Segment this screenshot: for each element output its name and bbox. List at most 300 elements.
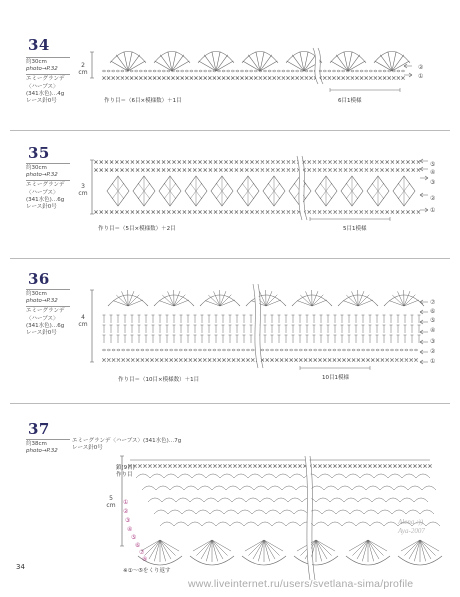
chain-stitch [112, 70, 115, 72]
chain-stitch [405, 349, 408, 351]
double-crochet [222, 335, 225, 343]
shell-stitch [220, 295, 231, 306]
row-arrow [404, 64, 412, 68]
double-crochet [187, 325, 190, 333]
double-crochet [215, 335, 218, 343]
mesh-loop [366, 486, 380, 490]
chain-stitch [232, 349, 235, 351]
double-crochet [250, 335, 253, 343]
double-crochet [376, 335, 379, 343]
chain-stitch [273, 70, 276, 72]
double-crochet [180, 315, 183, 323]
double-crochet [173, 325, 176, 333]
double-crochet [103, 325, 106, 333]
mesh-loop [286, 522, 300, 526]
mesh-loop [370, 522, 384, 526]
mesh-loop [182, 510, 196, 514]
double-crochet [341, 335, 344, 343]
chain-stitch [309, 349, 312, 351]
single-crochet-row [94, 168, 420, 171]
double-crochet [404, 335, 407, 343]
double-crochet [306, 315, 309, 323]
double-crochet [124, 325, 127, 333]
mesh-loop [246, 498, 260, 502]
chain-stitch [356, 70, 359, 72]
double-crochet [215, 315, 218, 323]
double-crochet [124, 315, 127, 323]
row-marker: ② [123, 508, 129, 515]
row-marker: ⑤ [430, 317, 436, 324]
double-crochet [348, 325, 351, 333]
fan-stitch [287, 61, 304, 71]
double-crochet [376, 315, 379, 323]
diamond-motif [372, 176, 384, 206]
chain-stitch [103, 70, 106, 72]
double-crochet [187, 315, 190, 323]
double-crochet [411, 315, 414, 323]
mesh-loop [358, 498, 372, 502]
double-crochet [292, 325, 295, 333]
mesh-loop [184, 486, 198, 490]
double-crochet [194, 315, 197, 323]
double-crochet [208, 335, 211, 343]
row-arrow [420, 193, 428, 197]
shell-stitch [392, 295, 404, 306]
mesh-loop [422, 486, 436, 490]
chain-stitch [251, 349, 254, 351]
double-crochet [145, 335, 148, 343]
fan-stitch [111, 61, 128, 71]
row-marker: ① [430, 358, 436, 365]
mesh-loop [352, 486, 366, 490]
chain-stitch [131, 349, 134, 351]
mesh-loop [188, 522, 202, 526]
chain-stitch [365, 70, 368, 72]
mesh-loop [142, 486, 156, 490]
double-crochet [313, 315, 316, 323]
double-crochet [194, 335, 197, 343]
chain-stitch [122, 349, 125, 351]
mesh-loop [372, 498, 386, 502]
double-crochet [215, 325, 218, 333]
double-crochet [152, 325, 155, 333]
double-crochet [369, 315, 372, 323]
double-crochet [117, 315, 120, 323]
chain-stitch [223, 349, 226, 351]
mesh-loop [374, 474, 388, 478]
mesh-loop [414, 498, 428, 502]
mesh-loop [156, 486, 170, 490]
chain-stitch [250, 70, 253, 72]
mesh-loop [324, 486, 338, 490]
mesh-loop [332, 474, 346, 478]
diamond-motif [268, 176, 280, 206]
mesh-loop [416, 474, 430, 478]
double-crochet [145, 325, 148, 333]
mesh-loop [288, 498, 302, 502]
diamond-motif [216, 176, 228, 206]
picot-arc [374, 52, 410, 64]
chain-stitch [135, 70, 138, 72]
row-marker: ④ [127, 526, 133, 533]
chain-stitch [116, 70, 119, 72]
double-crochet [313, 335, 316, 343]
single-crochet-row [102, 76, 404, 79]
chain-stitch [397, 70, 400, 72]
chain-stitch [415, 349, 418, 351]
double-crochet [264, 325, 267, 333]
mesh-loop [210, 510, 224, 514]
chain-stitch [136, 349, 139, 351]
row-marker: ⑥ [135, 542, 141, 549]
mesh-loop [336, 510, 350, 514]
chain-stitch [107, 349, 110, 351]
mesh-loop [244, 522, 258, 526]
chain-stitch [381, 349, 384, 351]
chain-stitch [190, 70, 193, 72]
row-marker: ⑤ [430, 161, 436, 168]
picot-arc [198, 52, 234, 64]
fan-stitch [172, 61, 189, 71]
double-crochet [397, 335, 400, 343]
row-marker: ① [123, 499, 129, 506]
chain-stitch [162, 70, 165, 72]
double-crochet [229, 315, 232, 323]
double-crochet [243, 315, 246, 323]
chain-stitch [362, 349, 365, 351]
shell-stitch [312, 295, 323, 306]
double-crochet [411, 335, 414, 343]
pattern-meta: 約30cm photo→P.32 エミーグランデ 〈ハーブス〉 (341水色)…6g レース針0号 [26, 288, 96, 337]
shell-stitch [300, 295, 312, 306]
chain-stitch [357, 349, 360, 351]
chain-stitch [383, 70, 386, 72]
mesh-loop [262, 474, 276, 478]
shell-stitch [162, 295, 174, 306]
double-crochet [145, 315, 148, 323]
double-crochet [166, 335, 169, 343]
chain-stitch [299, 349, 302, 351]
mesh-loop [402, 474, 416, 478]
shell-stitch [346, 295, 358, 306]
double-crochet [285, 325, 288, 333]
mesh-loop [206, 474, 220, 478]
chain-stitch [155, 349, 158, 351]
mesh-loop [360, 474, 374, 478]
double-crochet [166, 325, 169, 333]
double-crochet [397, 315, 400, 323]
materials-note: エミーグランデ〈ハーブス〉(341水色)…7g レース針0号 [72, 438, 182, 452]
chain-stitch [268, 70, 271, 72]
double-crochet [320, 325, 323, 333]
single-crochet-row [128, 464, 431, 467]
chain-stitch [291, 70, 294, 72]
mesh-loop [176, 498, 190, 502]
double-crochet [390, 315, 393, 323]
double-crochet [117, 335, 120, 343]
chain-stitch [290, 349, 293, 351]
row-marker: ⑤ [131, 534, 137, 541]
fan-stitch [128, 61, 145, 71]
double-crochet [110, 315, 113, 323]
row-arrow [420, 167, 428, 171]
double-crochet [103, 335, 106, 343]
double-crochet [131, 325, 134, 333]
row-marker: ② [418, 64, 424, 71]
double-crochet [152, 315, 155, 323]
double-crochet [110, 325, 113, 333]
chain-stitch [369, 70, 372, 72]
chain-stitch [402, 70, 405, 72]
mesh-loop [380, 486, 394, 490]
mesh-loop [350, 510, 364, 514]
row-arrow [420, 330, 428, 334]
chain-stitch [352, 349, 355, 351]
double-crochet [166, 315, 169, 323]
chain-stitch [160, 349, 163, 351]
mesh-loop [280, 510, 294, 514]
fan-stitch [375, 61, 392, 71]
mesh-loop [238, 510, 252, 514]
chain-stitch [391, 349, 394, 351]
chain-stitch [314, 349, 317, 351]
double-crochet [327, 315, 330, 323]
row-arrow [420, 360, 428, 364]
double-crochet [131, 315, 134, 323]
mesh-loop [266, 510, 280, 514]
picot-arc [110, 52, 146, 64]
diamond-motif [320, 176, 332, 206]
double-crochet [320, 335, 323, 343]
mesh-loop [260, 498, 274, 502]
mesh-loop [198, 486, 212, 490]
chain-stitch [170, 349, 173, 351]
double-crochet [103, 315, 106, 323]
mesh-loop [274, 498, 288, 502]
chain-stitch [328, 349, 331, 351]
chain-stitch [296, 70, 299, 72]
diamond-motif [242, 176, 254, 206]
shell-stitch [266, 295, 277, 306]
chain-stitch [176, 70, 179, 72]
chain-stitch [343, 349, 346, 351]
mesh-loop [162, 498, 176, 502]
chain-stitch [386, 349, 389, 351]
mesh-loop [192, 474, 206, 478]
dimension-line [120, 456, 124, 546]
chain-stitch [146, 349, 149, 351]
mesh-loop [400, 498, 414, 502]
chain-stitch [400, 349, 403, 351]
row-marker: ② [430, 195, 436, 202]
mesh-loop [356, 522, 370, 526]
mesh-loop [224, 510, 238, 514]
mesh-loop [420, 510, 434, 514]
row-marker: ① [418, 73, 424, 80]
height-label: 4 cm [78, 314, 88, 328]
picot-arc [242, 52, 278, 64]
row-marker: ⑦ [430, 299, 436, 306]
chain-stitch [117, 349, 120, 351]
double-crochet [334, 325, 337, 333]
double-crochet [404, 315, 407, 323]
mesh-loop [378, 510, 392, 514]
mesh-loop [164, 474, 178, 478]
height-label: 5 cm [106, 495, 116, 509]
double-crochet [180, 325, 183, 333]
double-crochet [138, 325, 141, 333]
chain-stitch [295, 349, 298, 351]
row-arrow [420, 320, 428, 324]
double-crochet [236, 325, 239, 333]
mesh-loop [204, 498, 218, 502]
mesh-loop [304, 474, 318, 478]
diamond-motif [164, 176, 176, 206]
row-arrow [404, 73, 412, 77]
chain-stitch [179, 349, 182, 351]
double-crochet [397, 325, 400, 333]
double-crochet [327, 335, 330, 343]
mesh-loop [150, 474, 164, 478]
mesh-loop [232, 498, 246, 502]
double-crochet [138, 315, 141, 323]
double-crochet [278, 325, 281, 333]
pattern-number: 34 [28, 36, 50, 54]
mesh-loop [276, 474, 290, 478]
fan-stitch [331, 61, 348, 71]
fan-stitch [243, 61, 260, 71]
mesh-loop [160, 522, 174, 526]
row-arrow [420, 350, 428, 354]
mesh-loop [388, 474, 402, 478]
repeat-label: 5目1模様 [343, 226, 367, 232]
chain-stitch [167, 70, 170, 72]
chain-stitch [371, 349, 374, 351]
double-crochet [117, 325, 120, 333]
double-crochet [369, 335, 372, 343]
mesh-loop [254, 486, 268, 490]
mesh-loop [318, 474, 332, 478]
double-crochet [152, 335, 155, 343]
double-crochet [250, 325, 253, 333]
row-marker: ④ [430, 327, 436, 334]
repeat-bracket [300, 366, 370, 370]
double-crochet [222, 315, 225, 323]
chain-stitch [208, 349, 211, 351]
double-crochet [229, 325, 232, 333]
fan-stitch [155, 61, 172, 71]
double-crochet [264, 315, 267, 323]
double-crochet [299, 335, 302, 343]
shell-stitch [116, 295, 128, 306]
chain-stitch [323, 70, 326, 72]
double-crochet [222, 325, 225, 333]
fan-stitch [216, 61, 233, 71]
chain-stitch [213, 349, 216, 351]
chain-stitch [410, 349, 413, 351]
double-crochet [159, 325, 162, 333]
chain-stitch [141, 349, 144, 351]
chain-stitch [185, 70, 188, 72]
double-crochet [306, 325, 309, 333]
chain-stitch [333, 70, 336, 72]
mesh-loop [328, 522, 342, 526]
mesh-loop [408, 486, 422, 490]
watermark-url: www.liveinternet.ru/users/svetlana-sima/profile [188, 578, 414, 590]
mesh-loop [346, 474, 360, 478]
shell-stitch [128, 295, 139, 306]
chain-stitch [266, 349, 269, 351]
mesh-loop [234, 474, 248, 478]
chain-stitch [319, 349, 322, 351]
start-formula: 作り目＝（5目×模様数）＋2目 [98, 226, 176, 232]
chain-stitch [153, 70, 156, 72]
chain-stitch [275, 349, 278, 351]
double-crochet [292, 335, 295, 343]
repeat-label: 6目1模様 [338, 98, 362, 104]
repeat-label: 10目1模様 [322, 375, 349, 381]
diamond-motif [190, 176, 202, 206]
double-crochet [236, 315, 239, 323]
mesh-loop [330, 498, 344, 502]
fan-stitch [199, 61, 216, 71]
pattern-number: 37 [28, 420, 50, 438]
double-crochet [271, 335, 274, 343]
double-crochet [348, 335, 351, 343]
diamond-motif [112, 176, 124, 206]
chain-stitch [388, 70, 391, 72]
double-crochet [362, 325, 365, 333]
chain-stitch [347, 349, 350, 351]
chain-stitch [236, 70, 239, 72]
mesh-loop [190, 498, 204, 502]
chain-stitch [338, 349, 341, 351]
picot-arc [330, 52, 366, 64]
chain-stitch [195, 70, 198, 72]
double-crochet [159, 335, 162, 343]
mesh-loop [338, 486, 352, 490]
shell-stitch [404, 295, 415, 306]
mesh-loop [342, 522, 356, 526]
mesh-loop [316, 498, 330, 502]
chain-stitch [144, 70, 147, 72]
mesh-loop [174, 522, 188, 526]
double-crochet [173, 335, 176, 343]
row-arrow [420, 208, 428, 212]
double-crochet [264, 335, 267, 343]
row-marker: ⑥ [430, 308, 436, 315]
chain-stitch [227, 70, 230, 72]
double-crochet [299, 325, 302, 333]
double-crochet [362, 315, 365, 323]
chain-stitch [245, 70, 248, 72]
double-crochet [201, 325, 204, 333]
mesh-loop [178, 474, 192, 478]
chain-stitch [222, 70, 225, 72]
mesh-loop [394, 486, 408, 490]
double-crochet [201, 335, 204, 343]
chain-stitch [395, 349, 398, 351]
chain-stitch [374, 70, 377, 72]
chain-stitch [149, 70, 152, 72]
diamond-motif [398, 176, 410, 206]
chain-stitch [165, 349, 168, 351]
double-crochet [355, 335, 358, 343]
double-crochet [383, 315, 386, 323]
double-crochet [194, 325, 197, 333]
mesh-loop [252, 510, 266, 514]
row-arrow [420, 310, 428, 314]
